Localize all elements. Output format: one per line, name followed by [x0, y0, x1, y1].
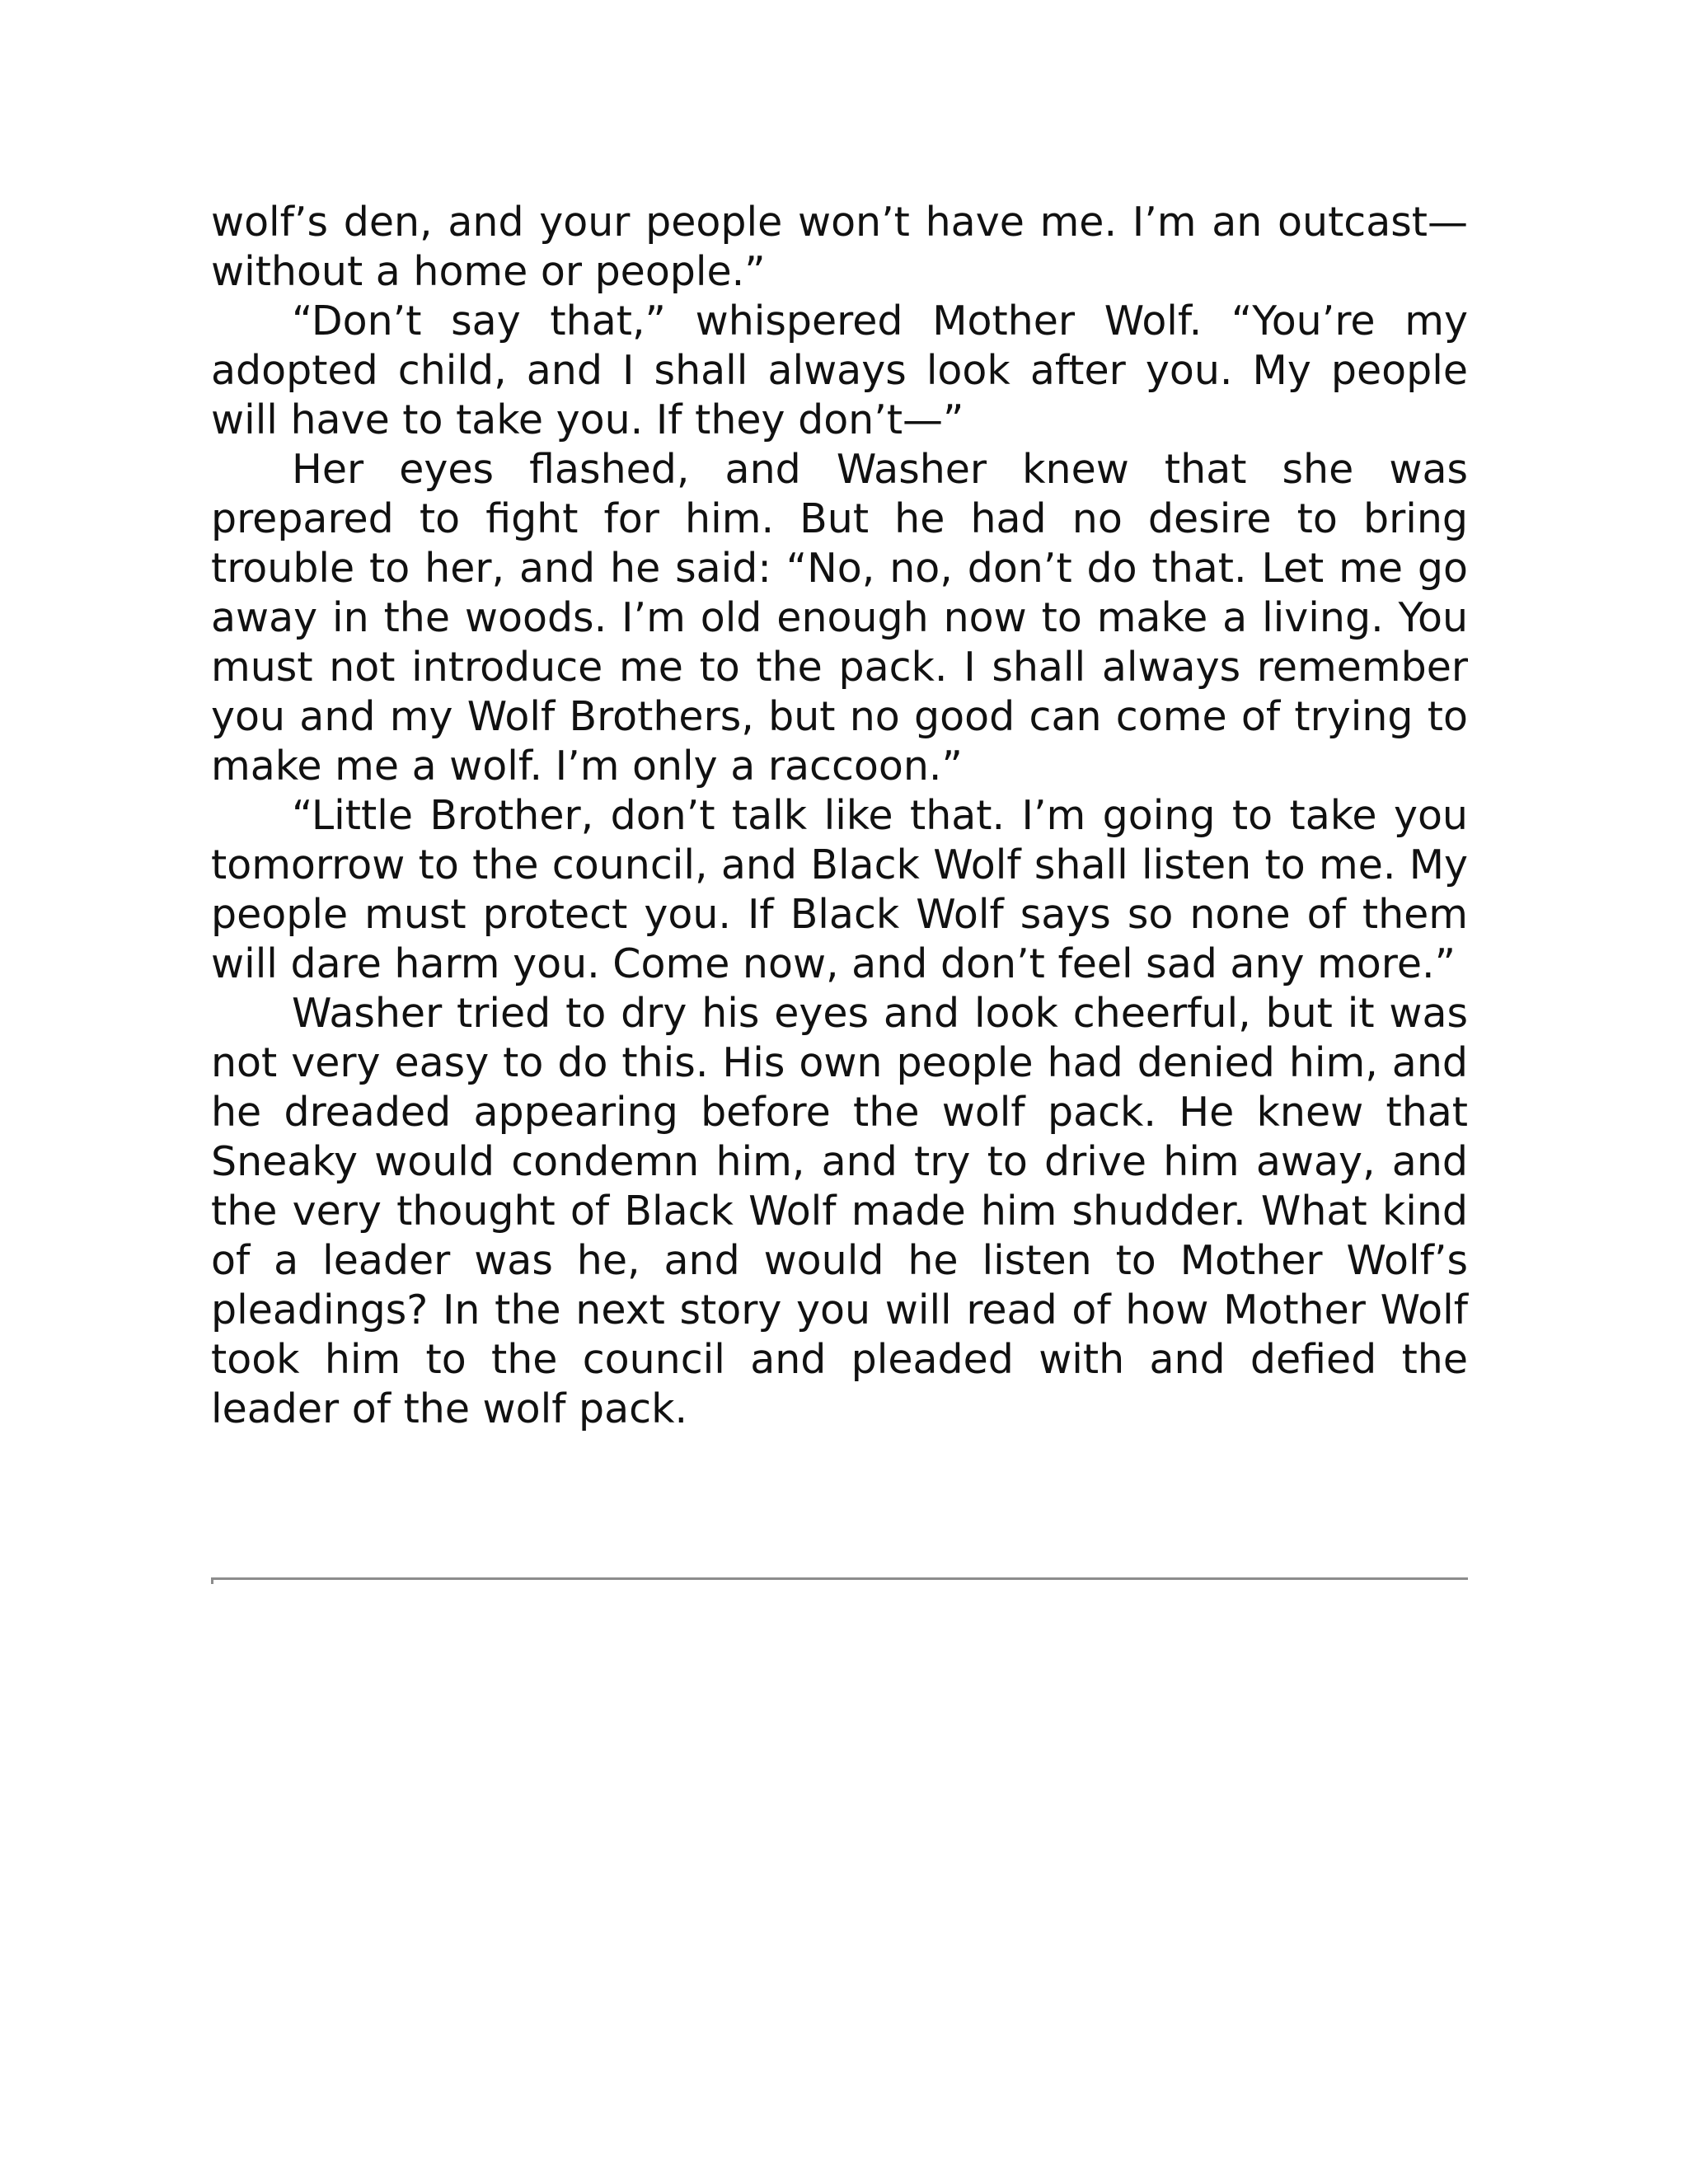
paragraph: Her eyes flashed, and Washer knew that she was prepared to fight for him. But he had no desire to bring trouble to her, and he said: “No, no, don’t do that. Let me go away in the woods. I’m old enough now to make a living. You must not introduce me to the pack. I shall always remember you and my Wolf Brothers, but no good can come of trying to make me a wolf. I’m only a raccoon.” [211, 446, 1468, 790]
body-text [211, 198, 1468, 1434]
paragraph-continuation: wolf’s den, and your people won’t have me. I’m an outcast—without a home or people.” [211, 199, 1468, 295]
paragraph: Washer tried to dry his eyes and look cheerful, but it was not very easy to do this. His own people had denied him, and he dreaded appearing before the wolf pack. He knew that Sneaky would condemn him, and try to drive him away, and the very thought of Black Wolf made him shudder. What kind of a leader was he, and would he listen to Mother Wolf’s pleadings? In the next story you will read of how Mother Wolf took him to the council and pleaded with and defied the leader of the wolf pack. [211, 990, 1468, 1432]
horizontal-rule [211, 1577, 1468, 1580]
paragraph: “Don’t say that,” whispered Mother Wolf. “You’re my adopted child, and I shall always look after you. My people will have to take you. If they don’t—” [211, 298, 1468, 443]
paragraph: “Little Brother, don’t talk like that. I’m going to take you tomorrow to the council, and Black Wolf shall listen to me. My people must protect you. If Black Wolf says so none of them will dare harm you. Come now, and don’t feel sad any more.” [211, 792, 1468, 987]
rule-end-mark [211, 1577, 213, 1584]
